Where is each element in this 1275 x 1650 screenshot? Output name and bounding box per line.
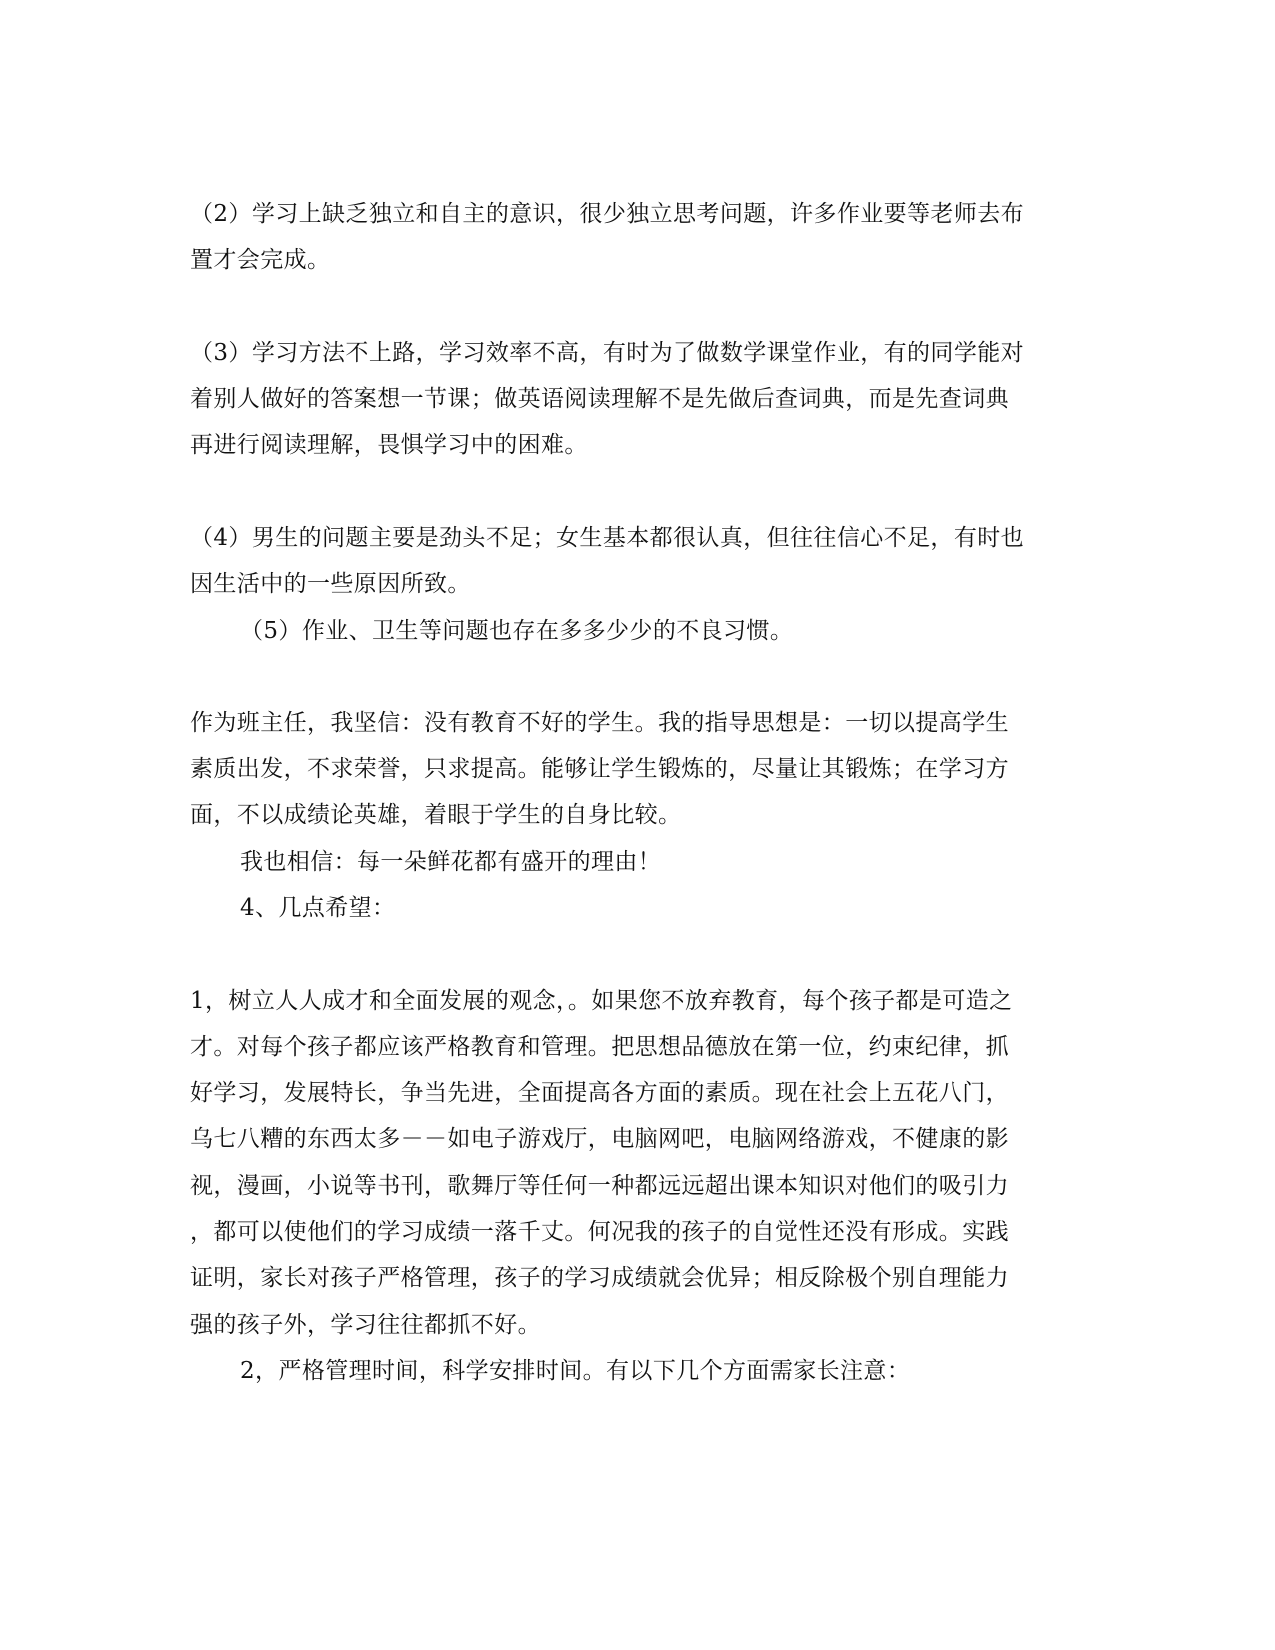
flower-line: 我也相信：每一朵鲜花都有盛开的理由！ — [240, 849, 662, 875]
belief-line-1: 作为班主任，我坚信：没有教育不好的学生。我的指导思想是：一切以提高学生 — [190, 710, 1009, 736]
belief-line-2: 素质出发，不求荣誉，只求提高。能够让学生锻炼的，尽量让其锻炼；在学习方 — [190, 756, 1009, 782]
belief-line-3: 面，不以成绩论英雄，着眼于学生的自身比较。 — [190, 802, 682, 828]
paragraph-4-line-1: （4）男生的问题主要是劲头不足；女生基本都很认真，但往往信心不足，有时也 — [190, 525, 1025, 551]
paragraph-2-line-1: （2）学习上缺乏独立和自主的意识，很少独立思考问题，许多作业要等老师去布 — [190, 201, 1025, 227]
hope-2-line-1: 2，严格管理时间，科学安排时间。有以下几个方面需家长注意： — [240, 1358, 911, 1384]
paragraph-5-line-1: （5）作业、卫生等问题也存在多多少少的不良习惯。 — [240, 618, 794, 644]
hope-1-line-8: 强的孩子外，学习往往都抓不好。 — [190, 1312, 541, 1338]
paragraph-4-line-2: 因生活中的一些原因所致。 — [190, 571, 471, 597]
hope-1-line-3: 好学习，发展特长，争当先进，全面提高各方面的素质。现在社会上五花八门， — [190, 1080, 1009, 1106]
hope-1-line-6: ，都可以使他们的学习成绩一落千丈。何况我的孩子的自觉性还没有形成。实践 — [190, 1219, 1009, 1245]
paragraph-3-line-2: 着别人做好的答案想一节课；做英语阅读理解不是先做后查词典，而是先查词典 — [190, 386, 1009, 412]
paragraph-2-line-2: 置才会完成。 — [190, 247, 331, 273]
paragraph-3-line-3: 再进行阅读理解，畏惧学习中的困难。 — [190, 432, 588, 458]
hope-1-line-5: 视，漫画，小说等书刊，歌舞厅等任何一种都远远超出课本知识对他们的吸引力 — [190, 1173, 1009, 1199]
hope-1-line-4: 乌七八糟的东西太多－－如电子游戏厅，电脑网吧，电脑网络游戏，不健康的影 — [190, 1126, 1009, 1152]
hope-1-line-2: 才。对每个孩子都应该严格教育和管理。把思想品德放在第一位，约束纪律，抓 — [190, 1034, 1009, 1060]
hope-1-line-1: 1，树立人人成才和全面发展的观念，。如果您不放弃教育，每个孩子都是可造之 — [190, 988, 1013, 1014]
paragraph-3-line-1: （3）学习方法不上路，学习效率不高，有时为了做数学课堂作业，有的同学能对 — [190, 340, 1025, 366]
hopes-heading: 4、几点希望： — [240, 895, 396, 921]
hope-1-line-7: 证明，家长对孩子严格管理，孩子的学习成绩就会优异；相反除极个别自理能力 — [190, 1265, 1009, 1291]
